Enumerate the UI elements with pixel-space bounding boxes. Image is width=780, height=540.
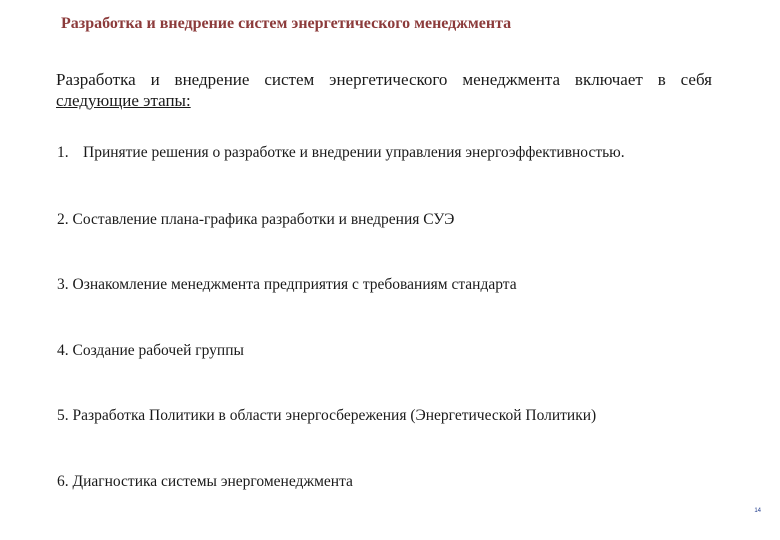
step-number: 1. bbox=[57, 144, 69, 161]
page-number: 14 bbox=[754, 508, 761, 514]
step-item-6: 6. Диагностика системы энергоменеджмента bbox=[57, 473, 353, 490]
step-item-3: 3. Ознакомление менеджмента предприятия с требованиям стандарта bbox=[57, 276, 517, 293]
step-item-1 bbox=[57, 144, 625, 162]
intro-text: Разработка и внедрение систем энергетического менеджмента включает в себя bbox=[56, 70, 712, 89]
step-item-5: 5. Разработка Политики в области энергосбережения (Энергетической Политики) bbox=[57, 407, 597, 424]
step-item-4: 4. Создание рабочей группы bbox=[57, 342, 244, 359]
intro-underlined-text: следующие этапы: bbox=[56, 91, 191, 110]
step-text: Принятие решения о разработке и внедрении управления энергоэффективностью. bbox=[83, 144, 625, 161]
intro-paragraph bbox=[56, 69, 712, 111]
slide-title: Разработка и внедрение систем энергетического менеджмента bbox=[61, 15, 512, 32]
step-item-2: 2. Составление плана-графика разработки и внедрения СУЭ bbox=[57, 211, 455, 228]
